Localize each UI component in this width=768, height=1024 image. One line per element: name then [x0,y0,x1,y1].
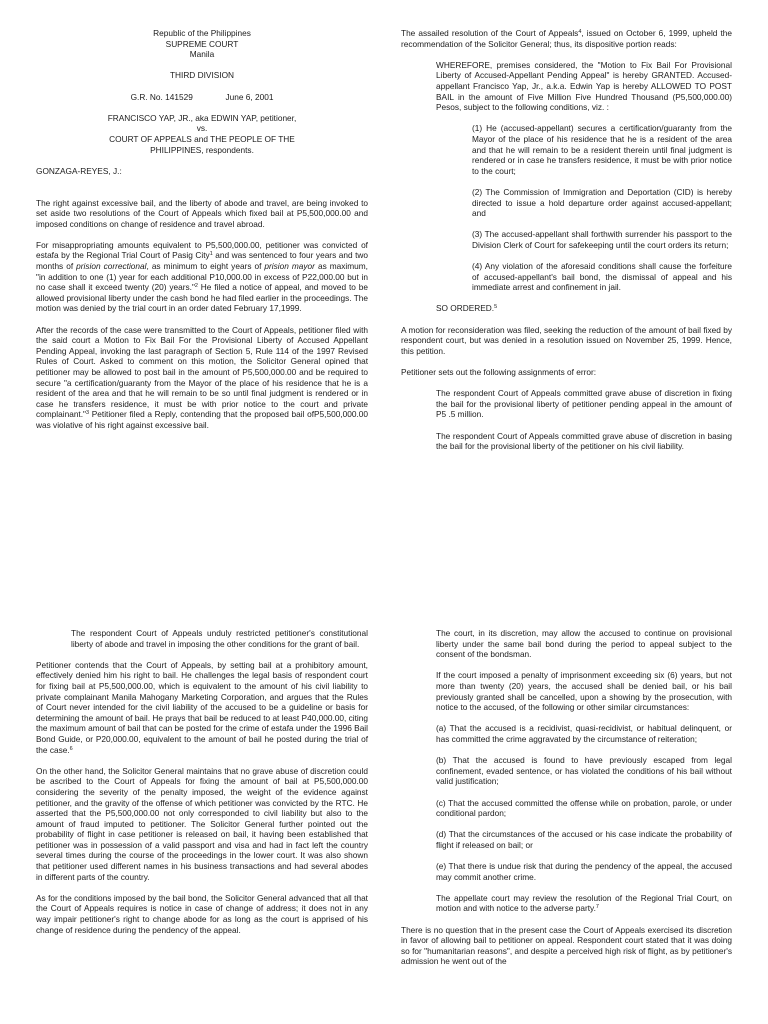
division-title: THIRD DIVISION [169,70,235,81]
header-city: Manila [189,49,215,60]
footnote-ref-7[interactable]: 7 [595,904,599,911]
caption-respondent-2: PHILIPPINES, respondents. [150,144,254,155]
sheet1-right-column [401,28,732,462]
circumstance-d: (d) That the circumstances of the accused or his case indicate the probability of flight if released on bail; or [436,829,732,850]
condition-4: (4) Any violation of the aforesaid conditions shall cause the forfeiture of accused-appellant's bail bond, the dismissal of appeal and his immediate arrest and confinement in jail. [472,261,732,293]
condition-2: (2) The Commission of Immigration and Deportation (CID) is hereby directed to issue a hold departure order against accused-appellant; and [472,186,732,219]
case-number: G.R. No. 141529 [130,91,193,102]
circumstance-e: (e) That there is undue risk that during the pendency of the appeal, the accused may commit another crime. [436,861,732,882]
error-1: The respondent Court of Appeals committed grave abuse of discretion in fixing the bail for the provisional liberty of petitioner pending appeal in the amount of P5 .5 million. [436,388,732,420]
caption-versus: vs. [196,123,208,134]
paragraph-intro: The right against excessive bail, and the liberty of abode and travel, are being invoked to set aside two resolutions of the Court of Appeals which fixed bail at P5,500,000.00 and imposed conditions on change of residence and travel abroad. [36,197,368,229]
paragraph-motion: After the records of the case were transmitted to the Court of Appeals, petitioner filed with the said court a Motion to Fix Bail For the Provisional Liberty of Accused Appellant Pending Appeal, invoking the last paragraph of Section 5, Rule 114 of the 1997 Revised Rules of Court. Asked to comment on this motion, the Solicitor General opined that petitioner may be allowed to post bail in the amount of P5,500,000.00 and be required to secure "a certification/guaranty from the Mayor of the place of his residence that he is a resident of the area and that he will remain to be so until final judgment is rendered or in case he transfers residence, it must be with prior notice to the court and private complainant."$^3$ Petitioner filed a Reply, contending that the proposed bail ofP5,500,000.00 was violative of his right against excessive bail. [36,324,368,430]
caption-respondent-1: COURT OF APPEALS and THE PEOPLE OF THE [109,133,295,144]
circumstance-b: (b) That the accused is found to have previously escaped from legal confinement, evaded sentence, or has violated the conditions of his bail without valid justification; [436,755,732,787]
case-date: June 6, 2001 [225,91,274,102]
header-court: SUPREME COURT [165,38,239,49]
paragraph-conditions-bail-bond: As for the conditions imposed by the bail bond, the Solicitor General advanced that all that the Court of Appeals requires is notice in case of change of address; it does not in any way impair petitioner's right to change abode for as long as the court is apprised of his change of residence during the pendency of the appeal. [36,892,368,935]
rule-quote-review: The appellate court may review the resolution of the Regional Trial Court, on motion and with notice to the adverse party.$^7$ [436,892,732,914]
circumstance-c: (c) That the accused committed the offense while on probation, parole, or under conditional pardon; [436,797,732,819]
error-3: The respondent Court of Appeals unduly restricted petitioner's constitutional liberty of abode and travel in imposing the other conditions for the grant of bail. [71,628,368,649]
paragraph-assignments: Petitioner sets out the following assignments of error: [401,367,597,377]
so-ordered: SO ORDERED.$^5$ [436,303,498,314]
condition-1: (1) He (accused-appellant) secures a certification/guaranty from the Mayor of the place of his residence that he is a resident of the area and that he will remain to be a resident therein until final judgment is rendered or in case he transfers residence, it must be with prior notice to the court; [472,123,732,176]
footnote-ref-1[interactable]: 1 [209,251,213,258]
error-2: The respondent Court of Appeals committed grave abuse of discretion in basing the bail for the provisional liberty of the petitioner on his civil liability. [436,430,732,452]
case-number-line [36,92,368,103]
paragraph-no-question: There is no question that in the present case the Court of Appeals exercised its discretion in favor of allowing bail to petitioner on appeal. Respondent court stated that it was doing so for "humanitarian reasons", and despite a perceived high risk of flight, as by petitioner's admission he went out of the [401,924,732,967]
condition-3: (3) The accused-appellant shall forthwith surrender his passport to the Division Clerk of Court for safekeeping until the court orders its return; [472,229,732,250]
rule-quote-discretion: The court, in its discretion, may allow the accused to continue on provisional liberty under the same bail bond during the period to appeal subject to the consent of the bondsman. [436,628,732,660]
rule-quote-penalty: If the court imposed a penalty of imprisonment exceeding six (6) years, but not more than twenty (20) years, the accused shall be denied bail, or his bail previously granted shall be cancelled, upon a showing by the prosecution, with notice to the accused, of the following or other similar circumstances: [436,670,732,713]
paragraph-reconsideration: A motion for reconsideration was filed, seeking the reduction of the amount of bail fixed by respondent court, but was denied in a resolution issued on November 25, 1999. Hence, this petition. [401,324,732,356]
circumstance-a: (a) That the accused is a recidivist, quasi-recidivist, or habitual delinquent, or has committed the crime aggravated by the circumstance of reiteration; [436,723,732,744]
quote-dispositive: WHEREFORE, premises considered, the "Motion to Fix Bail For Provisional Liberty of Accused-Appellant Pending Appeal" is hereby GRANTED. Accused-appellant Francisco Yap, Jr., a.k.a. Edwin Yap is hereby ALLOWED TO POST BAIL in the amount of Five Million Five Hundred Thousand (P5,500,000.00) Pesos, subject to the following conditions, viz. : [436,59,732,113]
caption-petitioner: FRANCISCO YAP, JR., aka EDWIN YAP, petitioner, [107,112,297,123]
header-republic: Republic of the Philippines [153,28,251,38]
footnote-ref-6[interactable]: 6 [69,745,73,752]
sheet2-left-column [36,628,368,946]
sheet1-left-column [36,28,368,441]
ponente: GONZAGA-REYES, J.: [36,165,122,176]
footnote-ref-3[interactable]: 3 [86,410,90,417]
paragraph-assailed-resolution: The assailed resolution of the Court of Appeals$^4$, issued on October 6, 1999, upheld the recommendation of the Solicitor General; thus, its dispositive portion reads: [401,28,733,49]
footnote-ref-2[interactable]: 2 [194,283,198,290]
paragraph-solicitor-general: On the other hand, the Solicitor General maintains that no grave abuse of discretion could be ascribed to the Court of Appeals for fixing the amount of bail at P5,500,000.00 considering the severity of the penalty imposed, the weight of the evidence against petitioner, and the gravity of the offense of which petitioner was convicted by the RTC. He asserted that the P5,500,000.00 not only corresponded to civil liability but also to the amount of fraud imputed to petitioner. The Solicitor General further pointed out the probability of flight in case petitioner is released on bail, it having been established that petitioner was in possession of a valid passport and visa and had in fact left the country several times during the course of the proceedings in the lower court. It was also shown that petitioner used different names in his business transactions and had several abodes in different parts of the country. [36,765,368,882]
sheet2-right-column [401,628,732,978]
footnote-ref-5[interactable]: 5 [494,304,498,311]
footnote-ref-4[interactable]: 4 [578,29,582,35]
paragraph-conviction: For misappropriating amounts equivalent to P5,500,000.00, petitioner was convicted of estafa by the Regional Trial Court of Pasig City$^1$ and was sentenced to four years and two months of prision correctional, as minimum to eight years of prision mayor as maximum, "in addition to one (1) year for each additional P10,000.00 in excess of P22,000.00 but in no case shall it exceed twenty (20) years."$^2$ He filed a notice of appeal, and moved to be allowed provisional liberty under the cash bond he had filed earlier in the proceedings. The motion was denied by the trial court in an order dated February 17,1999. [36,239,368,314]
paragraph-petitioner-contends: Petitioner contends that the Court of Appeals, by setting bail at a prohibitory amount, effectively denied him his right to bail. He challenges the legal basis of respondent court for fixing bail at P5,500,000.00, which is equivalent to the amount of his civil liability to private complainant Manila Mahogany Marketing Corporation, and argues that the Rules of Court never intended for the civil liability of the accused to be a guideline or basis for determining the amount of bail. He prays that bail be reduced to at least P40,000.00, citing the maximum amount of bail that can be posted for the crime of estafa under the 1996 Bail Bond Guide, or P20,000.00, equivalent to the amount of bail he posted during the trial of the case.$^6$ [36,659,368,755]
